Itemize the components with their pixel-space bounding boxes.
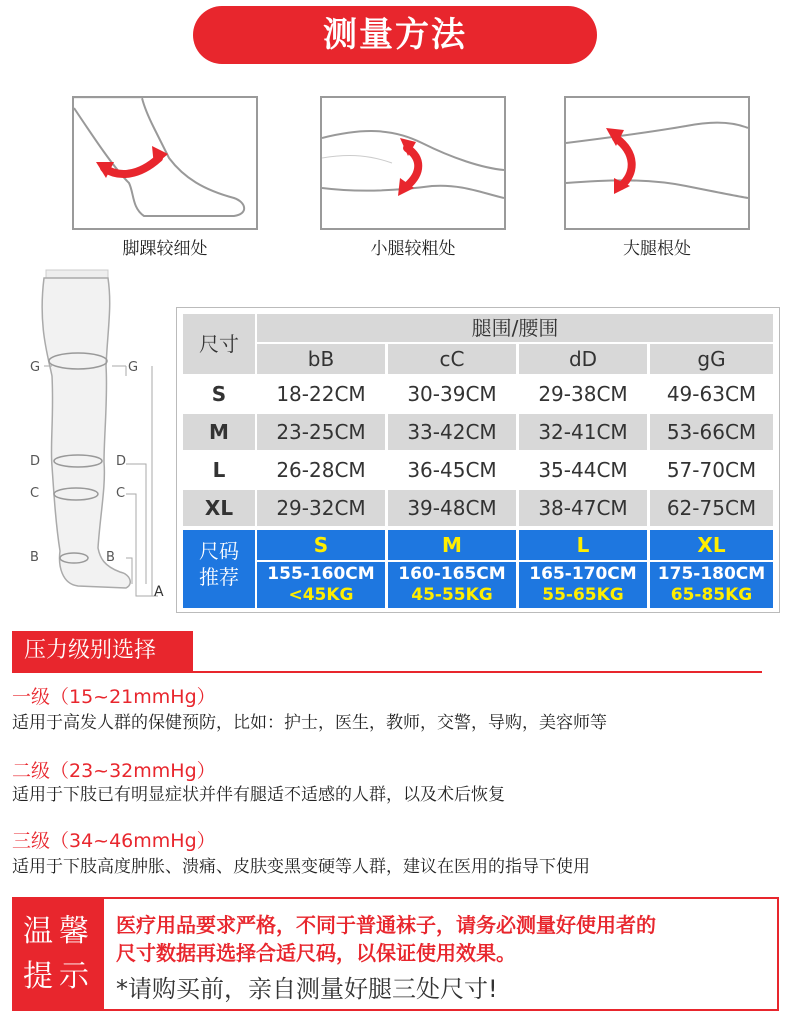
row-size-m: M (183, 414, 255, 450)
table-cell: 49-63CM (666, 382, 757, 406)
ankle-caption: 脚踝较细处 (122, 239, 208, 259)
table-cell: 33-42CM (388, 414, 516, 450)
table-cell: 23-25CM (257, 414, 385, 450)
recommend-height: 160-165CM (398, 564, 506, 584)
ankle-measure-image (72, 96, 258, 230)
tip-line-2: 尺寸数据再选择合适尺码，以保证使用效果。 (116, 941, 516, 965)
size-table (176, 307, 780, 613)
recommend-size-s (257, 530, 385, 560)
recommend-detail-s (257, 562, 385, 608)
diagram-label-c-left: C (30, 486, 40, 501)
diagram-label-g-right: G (128, 360, 139, 375)
tip-line-3: *请购买前，亲自测量好腿三处尺寸! (116, 975, 498, 1003)
table-group-header: 腿围/腰围 (257, 314, 773, 342)
recommend-height: 165-170CM (529, 564, 637, 584)
table-cell: 35-44CM (538, 458, 628, 482)
calf-caption: 小腿较粗处 (370, 239, 456, 259)
leg-diagram (8, 266, 170, 606)
diagram-label-a: A (154, 584, 164, 600)
table-cell: 53-66CM (650, 414, 773, 450)
diagram-label-b-right: B (106, 550, 115, 565)
recommend-detail-m (388, 562, 516, 608)
recommend-size-l (519, 530, 647, 560)
recommend-detail-l (519, 562, 647, 608)
tip-label-line1: 温馨 (23, 914, 95, 949)
diagram-label-b-left: B (30, 550, 39, 565)
thigh-measure-image (564, 96, 750, 230)
row-size-xl: XL (183, 490, 255, 526)
recommend-height: 175-180CM (657, 564, 766, 584)
recommend-weight: 65-85KG (670, 585, 753, 605)
recommend-label (183, 530, 255, 608)
table-cell: 26-28CM (276, 458, 366, 482)
diagram-label-d-left: D (30, 454, 41, 469)
table-cell: 57-70CM (666, 458, 757, 482)
calf-measure-image (320, 96, 506, 230)
tip-box (12, 897, 779, 1011)
recommend-size: L (576, 533, 590, 557)
level-1-desc: 适用于高发人群的保健预防，比如：护士，医生，教师，交警，导购，美容师等 (12, 713, 607, 733)
recommend-size: XL (697, 533, 726, 557)
pressure-section-header: 压力级别选择 (12, 631, 193, 671)
table-cell: 30-39CM (407, 382, 497, 406)
recommend-weight: 55-65KG (542, 585, 624, 605)
row-size-s: S (211, 382, 227, 406)
table-cell: 36-45CM (407, 458, 497, 482)
column-header-g: gG (650, 344, 773, 374)
page-title: 测量方法 (193, 6, 597, 64)
diagram-label-d-right: D (116, 454, 127, 469)
recommend-detail-xl (650, 562, 773, 608)
tip-label-line2: 提示 (23, 959, 95, 994)
column-header-d: dD (519, 344, 647, 374)
column-header-b: bB (257, 344, 385, 374)
level-3-title: 三级（34~46mmHg） (12, 830, 216, 852)
pressure-divider (12, 671, 762, 673)
recommend-size-xl (650, 530, 773, 560)
recommend-size: S (313, 533, 329, 557)
level-2-title: 二级（23~32mmHg） (12, 760, 216, 782)
table-cell: 18-22CM (276, 382, 366, 406)
row-size-l: L (212, 458, 226, 482)
recommend-label-line1: 尺码 (199, 539, 239, 563)
column-header-c: cC (388, 344, 516, 374)
recommend-label-line2: 推荐 (199, 565, 239, 589)
level-2-desc: 适用于下肢已有明显症状并伴有腿适不适感的人群，以及术后恢复 (12, 785, 505, 805)
recommend-size: M (442, 533, 462, 557)
table-corner: 尺寸 (183, 314, 255, 374)
table-cell: 32-41CM (519, 414, 647, 450)
recommend-weight: 45-55KG (411, 585, 493, 605)
recommend-height: 155-160CM (267, 564, 375, 584)
recommend-weight: <45KG (288, 585, 354, 605)
table-cell: 29-38CM (538, 382, 628, 406)
diagram-label-g-left: G (30, 360, 41, 375)
recommend-size-m (388, 530, 516, 560)
table-cell: 29-32CM (257, 490, 385, 526)
table-cell: 38-47CM (519, 490, 647, 526)
level-1-title: 一级（15~21mmHg） (12, 686, 216, 708)
tip-label (14, 899, 104, 1009)
thigh-caption: 大腿根处 (623, 239, 691, 259)
diagram-label-c-right: C (116, 486, 126, 501)
level-3-desc: 适用于下肢高度肿胀、溃痛、皮肤变黑变硬等人群，建议在医用的指导下使用 (12, 857, 590, 877)
tip-line-1: 医疗用品要求严格，不同于普通袜子，请务必测量好使用者的 (116, 913, 656, 937)
table-cell: 39-48CM (388, 490, 516, 526)
table-cell: 62-75CM (650, 490, 773, 526)
